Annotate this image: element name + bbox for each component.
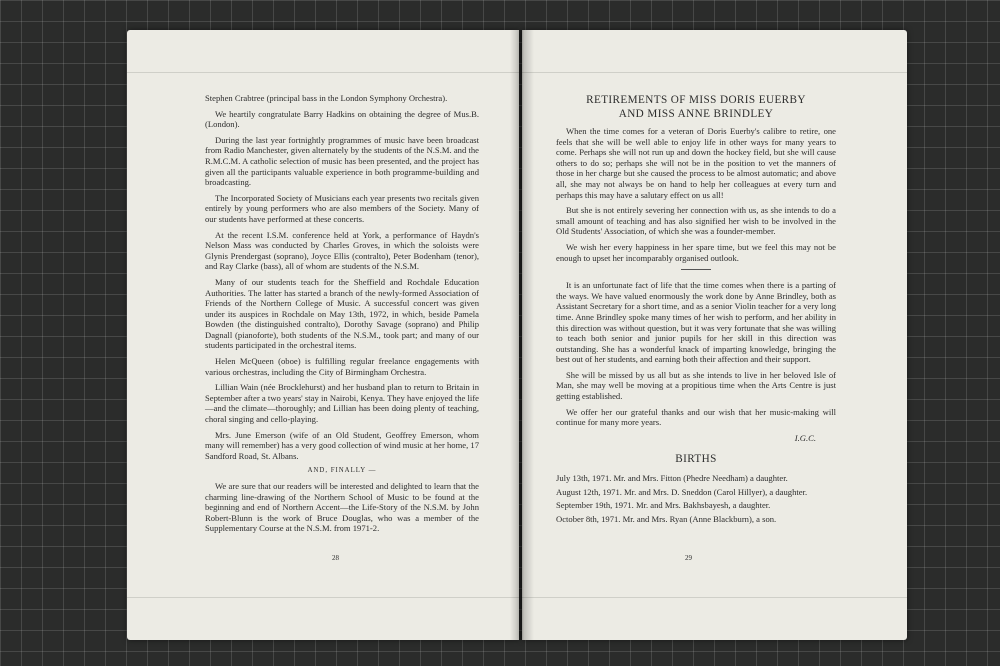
right-text-column: [556, 126, 836, 527]
paragraph: During the last year fortnightly programmes of music have been broadcast from Radio Manchester, given alternately by the students of the N.S.M. and the R.M.C.M. A catholic selection of music has been presented, and the project has given all the participants valuable experience in both programme-building and broadcasting.: [205, 134, 479, 188]
paragraph: We are sure that our readers will be interested and delighted to learn that the charming line-drawing of the Northern School of Music to be found at the beginning and end of Northern Accent—the Life-Story of the N.S.M. by John Robert-Blunn is the work of Bruce Douglas, who was a member of the Supplementary Course at the N.S.M. from 1971-2.: [205, 481, 479, 534]
paragraph: We heartily congratulate Barry Hadkins on obtaining the degree of Mus.B. (London).: [205, 108, 479, 130]
page-band-top: [127, 72, 519, 73]
open-booklet: [127, 30, 907, 640]
title-line-1: RETIREMENTS OF MISS DORIS EUERBY: [586, 94, 806, 106]
page-band-bottom: [127, 597, 519, 598]
paragraph: We wish her every happiness in her spare time, but we feel this may not be enough to upset her incomparably organised outlook.: [556, 241, 836, 263]
paragraph: When the time comes for a veteran of Doris Euerby's calibre to retire, one feels that she will be well able to enjoy life in other ways for many years to come. Perhaps she will not run up and down the hockey field, but she will cause others to do so; perhaps she will not be in the position to vet the manners of those in her charge but she caused the process to be almost automatic; and above all, she may not always be on hand to help her colleagues at every turn and perhaps this may have a salutary effect on us all!: [556, 126, 836, 200]
birth-entry: July 13th, 1971. Mr. and Mrs. Fitton (Phedre Needham) a daughter.: [556, 472, 788, 483]
page-band-top: [522, 72, 907, 73]
and-finally-heading: AND, FINALLY —: [307, 467, 377, 475]
paragraph: Stephen Crabtree (principal bass in the London Symphony Orchestra).: [205, 93, 448, 103]
page-band-bottom: [522, 597, 907, 598]
page-number: 28: [332, 554, 339, 562]
birth-entry: August 12th, 1971. Mr. and Mrs. D. Sneddon (Carol Hillyer), a daughter.: [556, 486, 808, 497]
title-line-2: AND MISS ANNE BRINDLEY: [618, 107, 774, 120]
paragraph: Lillian Wain (née Brocklehurst) and her husband plan to return to Britain in September after a two years' stay in Nairobi, Kenya. They have enjoyed the life—and the climate—thoroughly; and Lillian has been doing plenty of teaching, choral singing and cello-playing.: [205, 382, 479, 425]
paragraph: But she is not entirely severing her connection with us, as she intends to do a small amount of teaching and has also signified her wish to be involved in the Old Students' Association, of which she was a founder-member.: [556, 205, 836, 237]
article-title: [556, 94, 836, 121]
paragraph: We offer her our grateful thanks and our wish that her music-making will continue for many more years.: [556, 406, 836, 428]
birth-entry: October 8th, 1971. Mr. and Mrs. Ryan (Anne Blackburn), a son.: [556, 513, 777, 524]
paragraph: Many of our students teach for the Sheffield and Rochdale Education Authorities. The latter has started a branch of the newly-formed Association of Friends of the Northern College of Music. A successful concert was given under its auspices in Rochdale on May 13th, 1972, in which, beside Pamela Bowden (the distinguished contralto), Dorothy Savage (soprano) and Philip Dagnall (pianoforte), both students of the N.S.M., took part; and many of our students participated in the orchestral items.: [205, 276, 479, 351]
signature: I.G.C.: [794, 432, 816, 443]
retirements-heading: [556, 94, 836, 127]
page-number: 29: [685, 554, 692, 562]
paragraph: Mrs. June Emerson (wife of an Old Student, Geoffrey Emerson, whom many will remember) has a very good collection of wind music at her home, 17 Sandford Road, St. Albans.: [205, 429, 479, 461]
left-text-column: [205, 93, 479, 539]
births-list: [556, 473, 836, 524]
left-page: [127, 30, 519, 640]
section-divider: [681, 269, 711, 270]
paragraph: Helen McQueen (oboe) is fulfilling regular freelance engagements with various orchestras, including the City of Birmingham Orchestra.: [205, 356, 479, 377]
paragraph: She will be missed by us all but as she intends to live in her beloved Isle of Man, she may well be moving at a propitious time when the Arts Centre is just getting established.: [556, 369, 836, 402]
paragraph: The Incorporated Society of Musicians each year presents two recitals given entirely by young performers who are also members of the Society. Many of our students have performed at these concerts.: [205, 192, 479, 224]
right-page: [522, 30, 907, 640]
paragraph: It is an unfortunate fact of life that the time comes when there is a parting of the ways. We have valued enormously the work done by Anne Brindley, both as Assistant Secretary for a short time, and as a senior Violin teacher for a very long time. Anne Brindley spoke many times of her wish to perform, and her ability in this direction was without question, but it was very fortunate that she was willing to teach both senior and junior pupils for her skill in this direction was outstanding. She has a wonderful knack of imparting knowledge, bringing the best out of her students, and earning both their affection and their support.: [556, 280, 836, 365]
birth-entry: September 19th, 1971. Mr. and Mrs. Bakhsbayesh, a daughter.: [556, 500, 771, 511]
births-heading: BIRTHS: [675, 453, 717, 466]
paragraph: At the recent I.S.M. conference held at York, a performance of Haydn's Nelson Mass was conducted by Charles Groves, in which the soloists were Glynis Prendergast (soprano), Joyce Ellis (contralto), Peter Bodenham (tenor), and Ray Clarke (bass), all of whom are students of the N.S.M.: [205, 229, 479, 272]
book-gutter: [510, 30, 534, 640]
